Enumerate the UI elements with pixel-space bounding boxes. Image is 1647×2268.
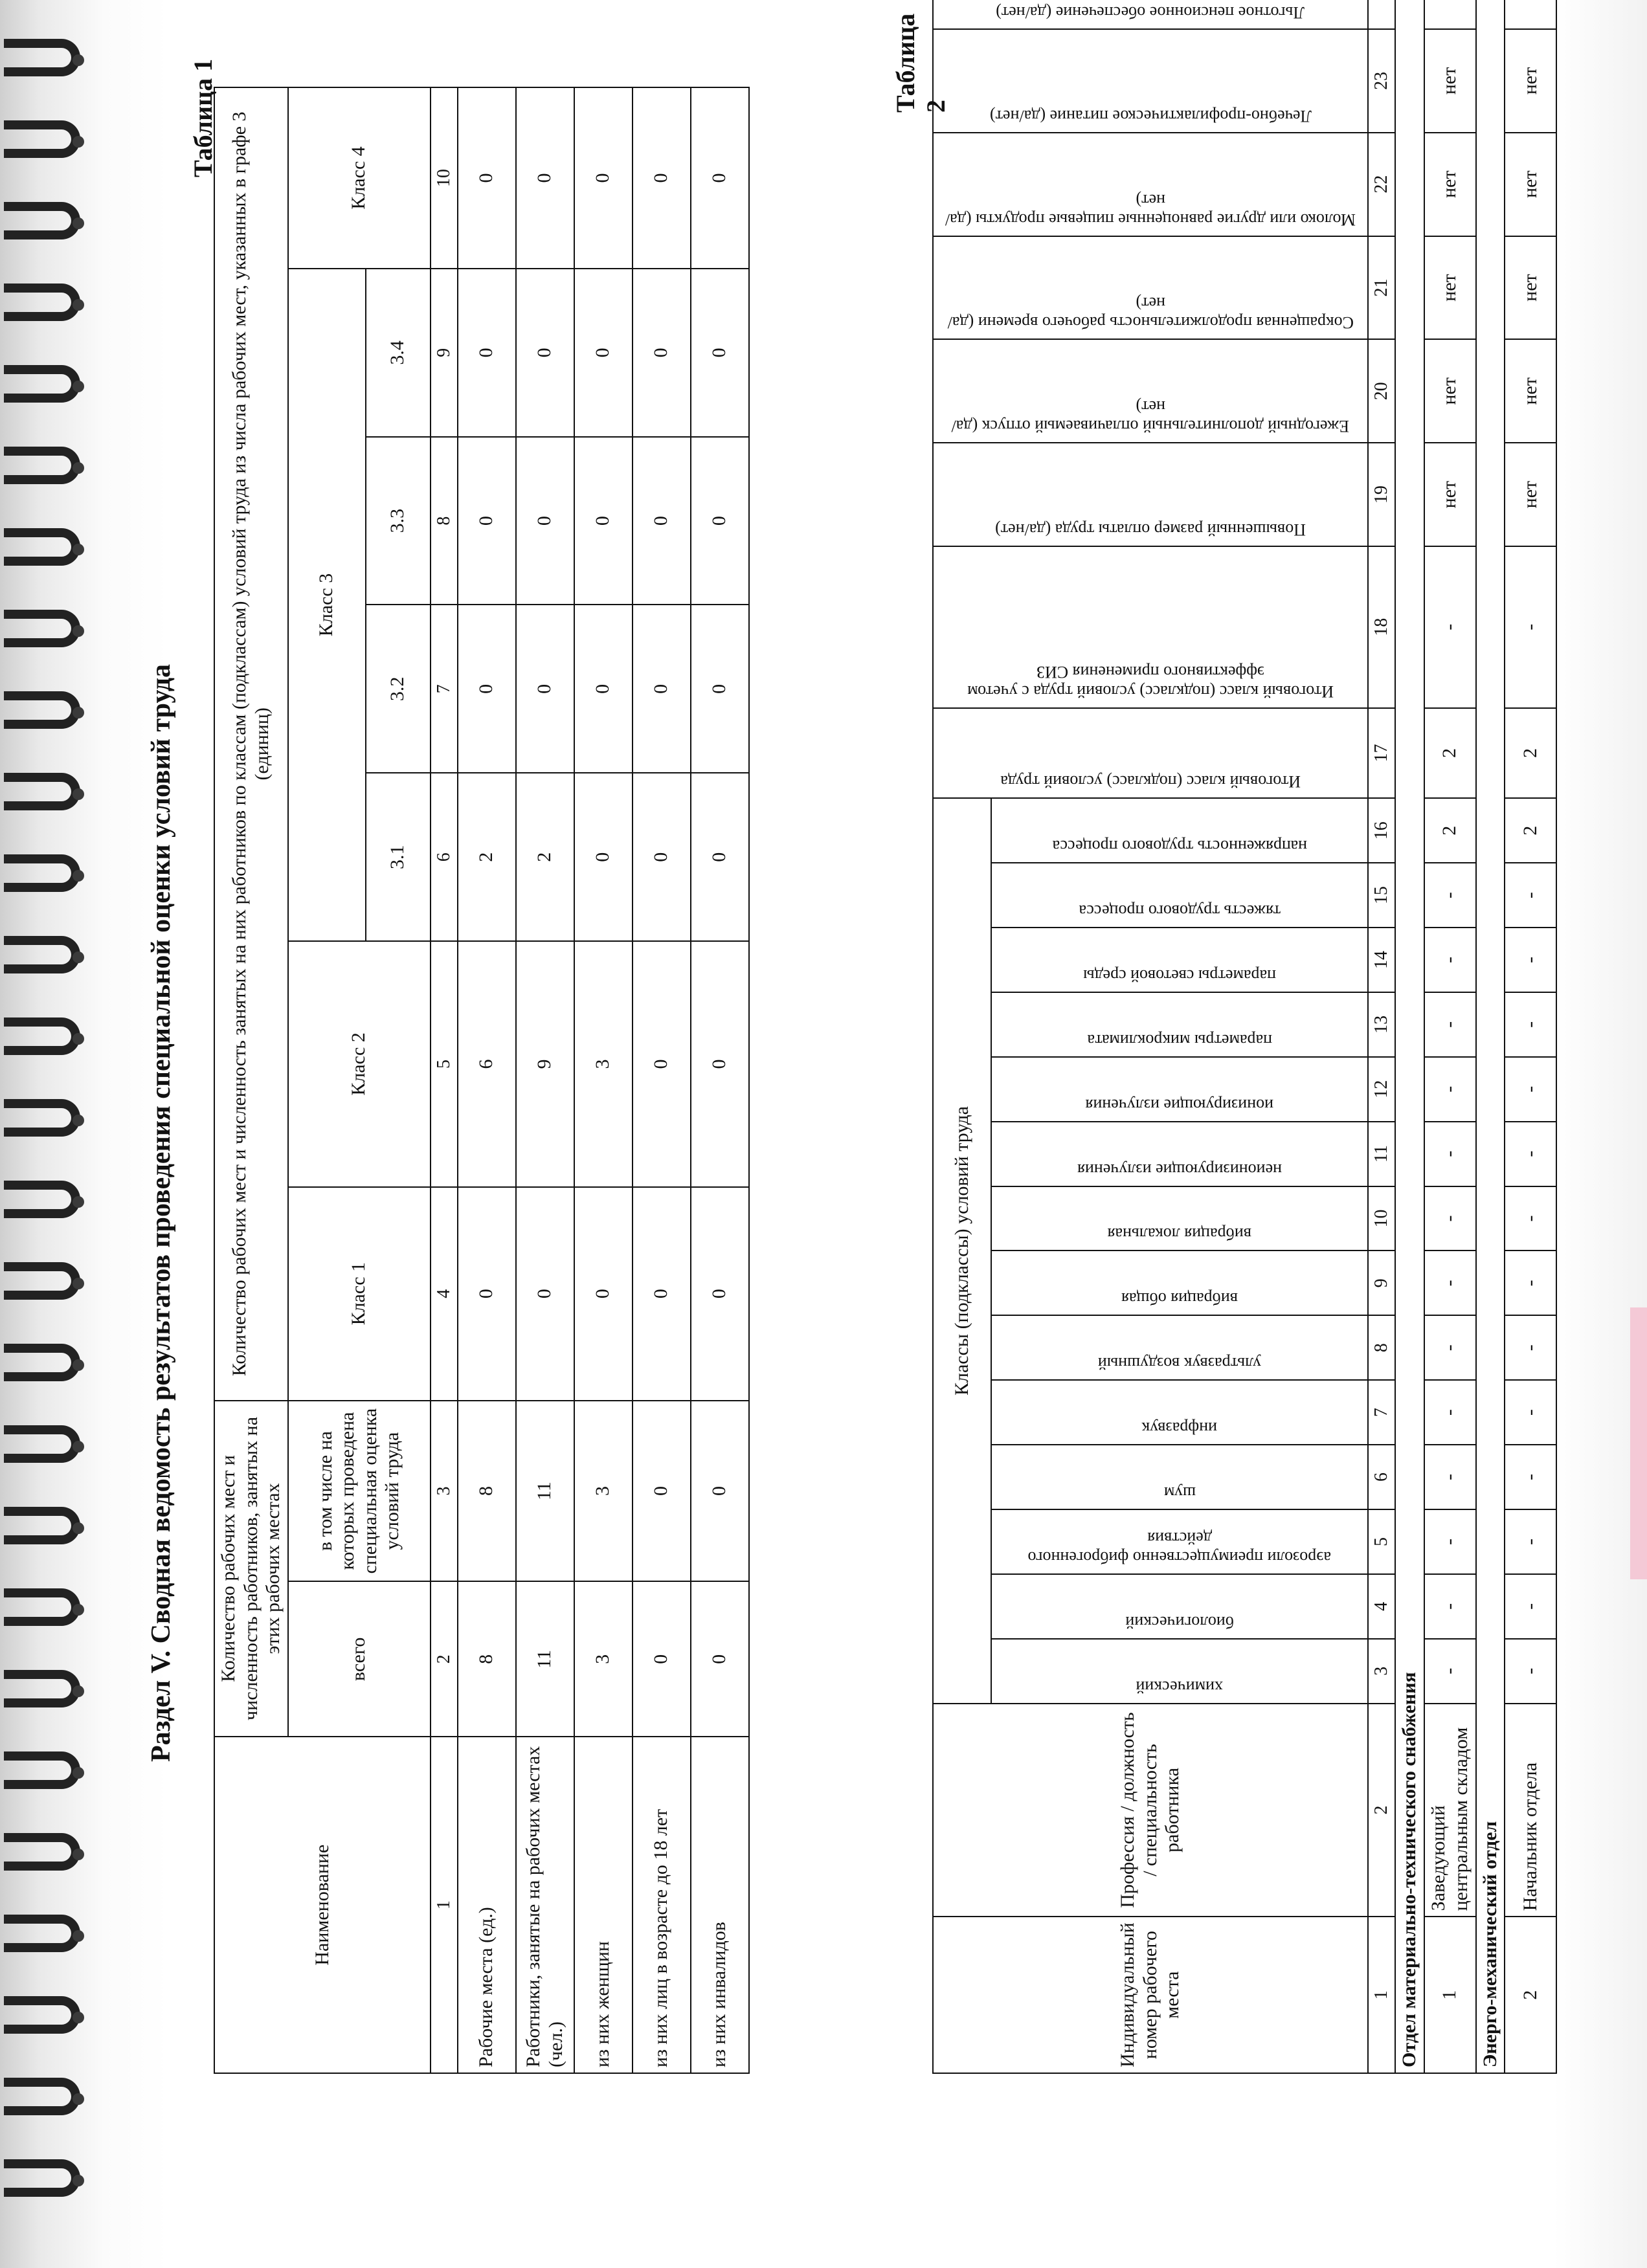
t1-cell: 3	[574, 1581, 633, 1737]
t2-cell: нет	[1505, 443, 1556, 546]
t2-head-factor	[991, 1057, 1368, 1122]
t1-head-group-a: Количество рабочих мест и численность работников, занятых на этих рабочих местах	[214, 1401, 288, 1737]
t1-cell: 0	[574, 87, 633, 269]
t2-cell: нет	[1505, 339, 1556, 443]
t2-cell: нет	[1424, 339, 1476, 443]
t2-head-factor-label: аэрозоли преимущественно фиброгенного действия	[1027, 1529, 1332, 1567]
t2-head-guarantee-hours: Сокращенная продолжительность рабочего времени (да/нет)	[933, 236, 1368, 340]
t2-row-id: 1	[1424, 1917, 1476, 2073]
t2-head-factor-label: параметры микроклимата	[1087, 1030, 1272, 1050]
t2-cell: нет	[1424, 236, 1476, 340]
t1-head-group-b: Количество рабочих мест и численность занятых на них работников по классам (подклассам) условий труда из числа рабочих мест, указанных в графе 3 (единиц)	[214, 87, 288, 1401]
t1-cell: 0	[458, 269, 516, 437]
t2-head-factor-label: вибрация локальная	[1107, 1225, 1252, 1244]
t1-col-number: 9	[431, 269, 458, 437]
t2-head-profession: Профессия / должность / специальность работника	[933, 1704, 1368, 1917]
t2-col-number: 6	[1368, 1445, 1395, 1509]
t2-cell: -	[1505, 1509, 1556, 1574]
t2-row-id: 2	[1505, 1917, 1556, 2073]
t1-cell: 0	[691, 941, 749, 1187]
t1-cell: 8	[458, 1401, 516, 1582]
t1-cell: 0	[691, 1581, 749, 1737]
t2-cell: -	[1424, 1251, 1476, 1315]
t2-head-factor-label: химический	[1136, 1677, 1224, 1696]
table-row	[1505, 0, 1556, 2073]
table-row	[691, 87, 749, 2073]
section-row	[1476, 0, 1505, 2073]
t2-head-factor	[991, 1251, 1368, 1315]
t2-cell: -	[1505, 1315, 1556, 1380]
t2-cell: 2	[1505, 708, 1556, 799]
t1-cell: 0	[574, 1187, 633, 1401]
table2-label: Таблица 2	[891, 13, 950, 113]
t2-head-factor-label: неионизирующие излучения	[1077, 1160, 1282, 1179]
t2-head-guarantee-milk: Молоко или другие равноценные пищевые продукты (да/нет)	[933, 133, 1368, 236]
t2-head-guarantee-pension: Льготное пенсионное обеспечение (да/нет)	[933, 0, 1368, 29]
t2-head-classes-group: Классы (подклассы) условий труда	[933, 798, 991, 1703]
section-title: Раздел V. Сводная ведомость результатов проведения специальной оценки условий труда	[146, 663, 176, 1762]
t2-cell: -	[1424, 1509, 1476, 1574]
t1-cell: 0	[633, 1401, 691, 1582]
t2-cell: -	[1505, 1186, 1556, 1251]
t1-cell: 11	[516, 1401, 574, 1582]
t1-cell: 0	[574, 269, 633, 437]
t2-head-guarantee-vacation: Ежегодный дополнительный оплачиваемый отпуск (да/нет)	[933, 339, 1368, 443]
t2-head-factor-label: ультразвук воздушный	[1097, 1354, 1262, 1373]
t1-cell: 3	[574, 941, 633, 1187]
t2-head-factor-label: биологический	[1125, 1612, 1234, 1632]
section-row	[1395, 0, 1424, 2073]
t1-cell: 0	[633, 1581, 691, 1737]
t1-head-name: Наименование	[214, 1737, 431, 2073]
t2-cell: -	[1424, 1315, 1476, 1380]
t2-col-number: 9	[1368, 1251, 1395, 1315]
t2-head-factor	[991, 1574, 1368, 1639]
t2-cell: нет	[1424, 133, 1476, 236]
t2-cell: -	[1505, 1122, 1556, 1186]
t2-head-factor-label: параметры световой среды	[1083, 966, 1276, 985]
t1-row-name: Работники, занятые на рабочих местах (чел.)	[516, 1737, 574, 2073]
t2-cell: -	[1424, 1574, 1476, 1639]
t2-head-factor	[991, 863, 1368, 928]
t2-head-factor-label: вибрация общая	[1121, 1289, 1238, 1309]
t1-col-number: 7	[431, 605, 458, 773]
t1-cell: 0	[633, 605, 691, 773]
t1-cell: 0	[633, 1187, 691, 1401]
t1-cell: 0	[574, 773, 633, 941]
t1-cell: 0	[574, 437, 633, 605]
t1-column-numbers	[431, 87, 458, 2073]
t2-cell: -	[1424, 1380, 1476, 1445]
table-row	[633, 87, 691, 2073]
t2-col-number: 16	[1368, 798, 1395, 863]
t1-cell: 0	[691, 773, 749, 941]
t1-cell: 3	[574, 1401, 633, 1582]
t2-head-factor	[991, 1315, 1368, 1380]
t2-head-factor	[991, 928, 1368, 992]
section-title-cell: Отдел материально-технического снабжения	[1395, 0, 1424, 2073]
t1-head-sub32: 3.2	[366, 605, 431, 773]
t2-head-factor	[991, 1445, 1368, 1509]
t1-cell: 6	[458, 941, 516, 1187]
t2-col-number: 5	[1368, 1509, 1395, 1574]
t1-cell: 0	[458, 1187, 516, 1401]
t2-col-number: 19	[1368, 443, 1395, 546]
t2-col-number: 11	[1368, 1122, 1395, 1186]
t2-col-number: 1	[1368, 1917, 1395, 2073]
t2-head-factor-label: тяжесть трудового процесса	[1079, 902, 1281, 921]
t2-col-number: 8	[1368, 1315, 1395, 1380]
t2-cell: -	[1424, 928, 1476, 992]
t2-col-number: 12	[1368, 1057, 1395, 1122]
t1-head-class4: Класс 4	[288, 87, 431, 269]
summary-table	[214, 87, 750, 2074]
t2-cell: нет	[1424, 29, 1476, 133]
t2-head-guarantee-pay: Повышенный размер оплаты труда (да/нет)	[933, 443, 1368, 546]
t1-cell: 0	[691, 269, 749, 437]
t2-col-number: 20	[1368, 339, 1395, 443]
t2-cell: -	[1424, 1186, 1476, 1251]
table1-label: Таблица 1	[188, 58, 218, 177]
t2-col-number: 2	[1368, 1704, 1395, 1917]
t1-col-number: 10	[431, 87, 458, 269]
t1-col-number: 4	[431, 1187, 458, 1401]
t2-cell: -	[1505, 1251, 1556, 1315]
t2-head-guarantee-nutrition: Лечебно-профилактическое питание (да/нет)	[933, 29, 1368, 133]
t2-col-number: 18	[1368, 546, 1395, 708]
t2-col-number: 13	[1368, 992, 1395, 1057]
t1-cell: 0	[516, 437, 574, 605]
t2-col-number: 22	[1368, 133, 1395, 236]
t2-cell: нет	[1424, 443, 1476, 546]
t2-cell: нет	[1505, 133, 1556, 236]
t1-head-total: всего	[288, 1581, 431, 1737]
t2-cell: -	[1424, 546, 1476, 708]
t2-cell: -	[1505, 992, 1556, 1057]
t1-cell: 0	[516, 1187, 574, 1401]
t1-head-sub31: 3.1	[366, 773, 431, 941]
workplaces-table	[932, 0, 1557, 2074]
t1-head-sub34: 3.4	[366, 269, 431, 437]
t2-cell: -	[1505, 1445, 1556, 1509]
t2-cell: 2	[1424, 708, 1476, 799]
t1-cell: 0	[458, 605, 516, 773]
t2-cell: -	[1505, 546, 1556, 708]
t1-col-number: 2	[431, 1581, 458, 1737]
t2-cell: 2	[1424, 798, 1476, 863]
t2-cell: -	[1505, 1057, 1556, 1122]
t2-head-factor	[991, 1509, 1368, 1574]
t2-cell: -	[1424, 1445, 1476, 1509]
t2-col-number	[1368, 0, 1395, 29]
t2-col-number: 7	[1368, 1380, 1395, 1445]
t1-cell: 0	[633, 437, 691, 605]
section-title-cell: Энерго-механический отдел	[1476, 0, 1505, 2073]
t1-row-name: Рабочие места (ед.)	[458, 1737, 516, 2073]
t1-cell: 0	[691, 605, 749, 773]
t2-cell: -	[1505, 1639, 1556, 1704]
t1-cell: 2	[516, 773, 574, 941]
t2-cell: нет	[1505, 236, 1556, 340]
t2-cell: -	[1505, 1380, 1556, 1445]
t1-cell: 0	[633, 773, 691, 941]
t2-head-factor-label: инфразвук	[1141, 1419, 1218, 1438]
t1-head-sub33: 3.3	[366, 437, 431, 605]
t2-col-number: 10	[1368, 1186, 1395, 1251]
t1-cell: 0	[516, 605, 574, 773]
table-row	[458, 87, 516, 2073]
t2-head-factor	[991, 992, 1368, 1057]
t2-head-id: Индивидуальный номер рабочего места	[933, 1917, 1368, 2073]
t2-cell: -	[1424, 1122, 1476, 1186]
t1-head-class2: Класс 2	[288, 941, 431, 1187]
table-row	[574, 87, 633, 2073]
t1-cell: 0	[574, 605, 633, 773]
t1-cell: 0	[516, 87, 574, 269]
t2-col-number: 15	[1368, 863, 1395, 928]
t2-row-profession: Начальник отдела	[1505, 1704, 1556, 1917]
t1-cell: 0	[458, 437, 516, 605]
t1-cell: 11	[516, 1581, 574, 1737]
t2-head-final-class-siz: Итоговый класс (подкласс) условий труда с учетом эффективного применения СИЗ	[933, 546, 1368, 708]
t2-cell: -	[1505, 863, 1556, 928]
t2-row-profession: Заведующий центральным складом	[1424, 1704, 1476, 1917]
t2-head-factor	[991, 1122, 1368, 1186]
t2-head-factor-label: ионизирующие излучения	[1085, 1095, 1274, 1115]
t1-cell: 0	[691, 1401, 749, 1582]
t1-col-number: 1	[431, 1737, 458, 2073]
t1-cell: 0	[691, 87, 749, 269]
t2-cell: -	[1424, 863, 1476, 928]
t2-cell: -	[1505, 1574, 1556, 1639]
t2-column-numbers	[1368, 0, 1395, 2073]
t2-col-number: 3	[1368, 1639, 1395, 1704]
t1-cell: 9	[516, 941, 574, 1187]
t1-cell: 2	[458, 773, 516, 941]
t2-head-factor-label: напряженность трудового процесса	[1052, 837, 1307, 856]
t1-col-number: 5	[431, 941, 458, 1187]
t2-cell	[1424, 0, 1476, 29]
t1-head-class1: Класс 1	[288, 1187, 431, 1401]
t2-head-factor	[991, 798, 1368, 863]
t1-cell: 0	[691, 437, 749, 605]
t1-cell: 0	[691, 1187, 749, 1401]
t1-row-name: из них женщин	[574, 1737, 633, 2073]
t1-cell: 0	[633, 941, 691, 1187]
t1-cell: 0	[516, 269, 574, 437]
t2-cell: -	[1424, 1639, 1476, 1704]
t2-head-factor	[991, 1186, 1368, 1251]
t2-cell: 2	[1505, 798, 1556, 863]
t2-head-factor	[991, 1639, 1368, 1704]
t1-col-number: 8	[431, 437, 458, 605]
t2-cell: -	[1505, 928, 1556, 992]
t2-col-number: 17	[1368, 708, 1395, 799]
t1-row-name: из них инвалидов	[691, 1737, 749, 2073]
t2-head-final-class: Итоговый класс (подкласс) условий труда	[933, 708, 1368, 799]
t1-col-number: 3	[431, 1401, 458, 1582]
t1-head-class3: Класс 3	[288, 269, 366, 941]
t2-cell: -	[1424, 1057, 1476, 1122]
t1-row-name: из них лиц в возрасте до 18 лет	[633, 1737, 691, 2073]
table-row	[516, 87, 574, 2073]
t2-col-number: 21	[1368, 236, 1395, 340]
t2-col-number: 23	[1368, 29, 1395, 133]
t1-cell: 0	[458, 87, 516, 269]
t2-col-number: 14	[1368, 928, 1395, 992]
t2-col-number: 4	[1368, 1574, 1395, 1639]
t2-head-factor-label: шум	[1163, 1483, 1196, 1502]
t1-cell: 8	[458, 1581, 516, 1737]
t2-cell	[1505, 0, 1556, 29]
t2-cell: -	[1424, 992, 1476, 1057]
t2-head-factor	[991, 1380, 1368, 1445]
t2-cell: нет	[1505, 29, 1556, 133]
table-row	[1424, 0, 1476, 2073]
t1-cell: 0	[633, 269, 691, 437]
t1-cell: 0	[633, 87, 691, 269]
t1-head-sout: в том числе на которых проведена специальная оценка условий труда	[288, 1401, 431, 1582]
t1-col-number: 6	[431, 773, 458, 941]
